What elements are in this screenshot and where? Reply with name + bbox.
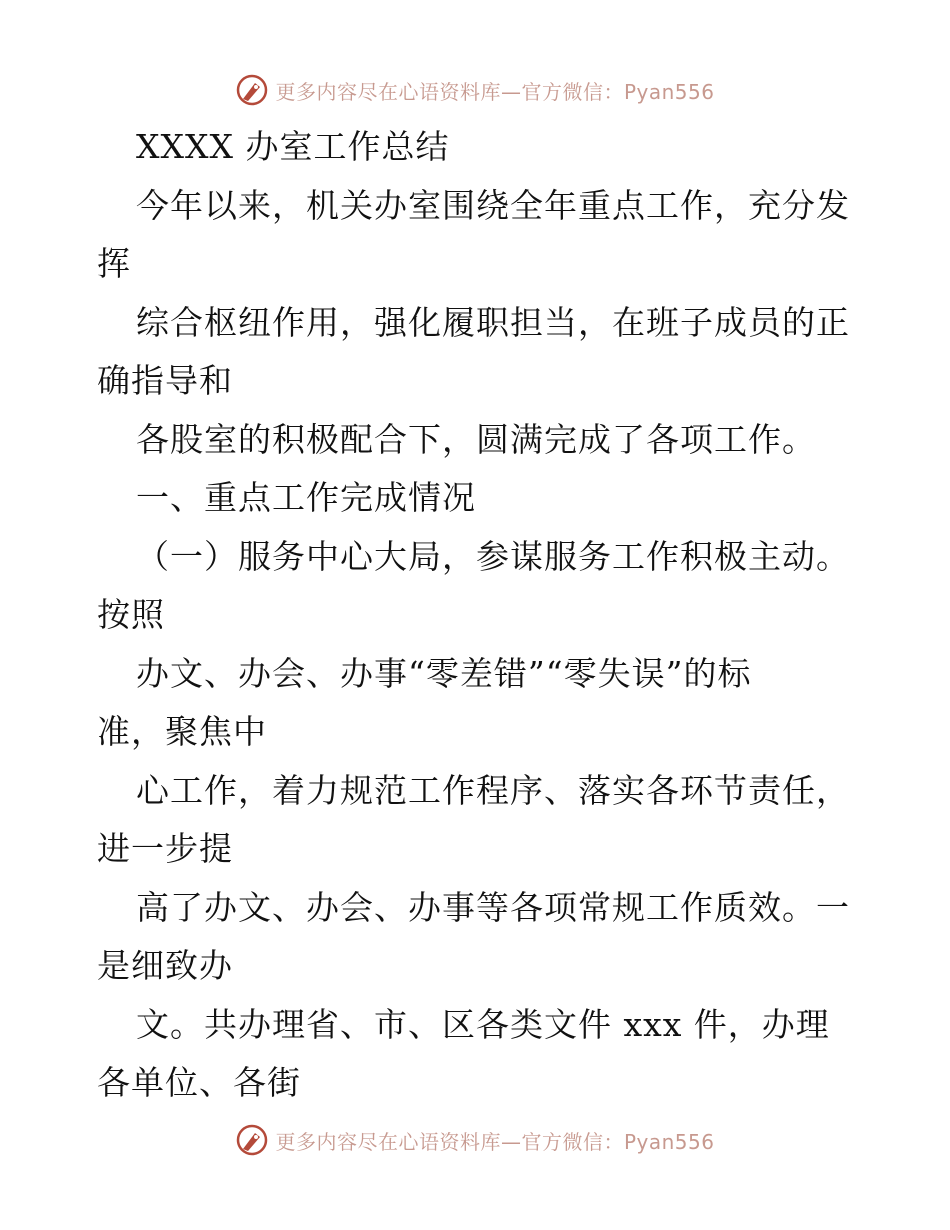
document-line: 确指导和 xyxy=(97,361,233,400)
document-line: 各股室的积极配合下，圆满完成了各项工作。 xyxy=(136,419,816,459)
banner-text: 更多内容尽在心语资料库—官方微信：Pyan556 xyxy=(275,1129,715,1154)
pen-nib-logo-icon xyxy=(235,1123,269,1157)
document-line: （一）服务中心大局，参谋服务工作积极主动。 xyxy=(136,536,850,576)
document-line: 今年以来，机关办室围绕全年重点工作，充分发 xyxy=(136,185,850,225)
document-line: 准，聚焦中 xyxy=(97,712,267,751)
document-line: 高了办文、办会、办事等各项常规工作质效。一 xyxy=(136,887,850,927)
document-body xyxy=(97,118,867,1113)
pen-nib-logo-icon xyxy=(235,73,269,107)
document-line: 挥 xyxy=(97,244,131,283)
document-line: 文。共办理省、市、区各类文件 xxx 件，办理 xyxy=(136,1004,830,1044)
document-line: 按照 xyxy=(97,595,165,634)
document-line: 心工作，着力规范工作程序、落实各环节责任， xyxy=(136,770,850,810)
document-line: 一、重点工作完成情况 xyxy=(136,478,476,517)
document-line: 综合枢纽作用，强化履职担当，在班子成员的正 xyxy=(136,302,850,342)
banner-text: 更多内容尽在心语资料库—官方微信：Pyan556 xyxy=(275,79,715,104)
header-watermark-banner xyxy=(0,70,950,110)
document-line: 进一步提 xyxy=(97,829,233,868)
document-line: 是细致办 xyxy=(97,946,233,985)
footer-watermark-banner xyxy=(0,1120,950,1160)
document-line: XXXX 办室工作总结 xyxy=(136,127,450,166)
document-line: 办文、办会、办事“零差错”“零失误”的标 xyxy=(136,653,752,693)
document-line: 各单位、各街 xyxy=(97,1063,301,1102)
